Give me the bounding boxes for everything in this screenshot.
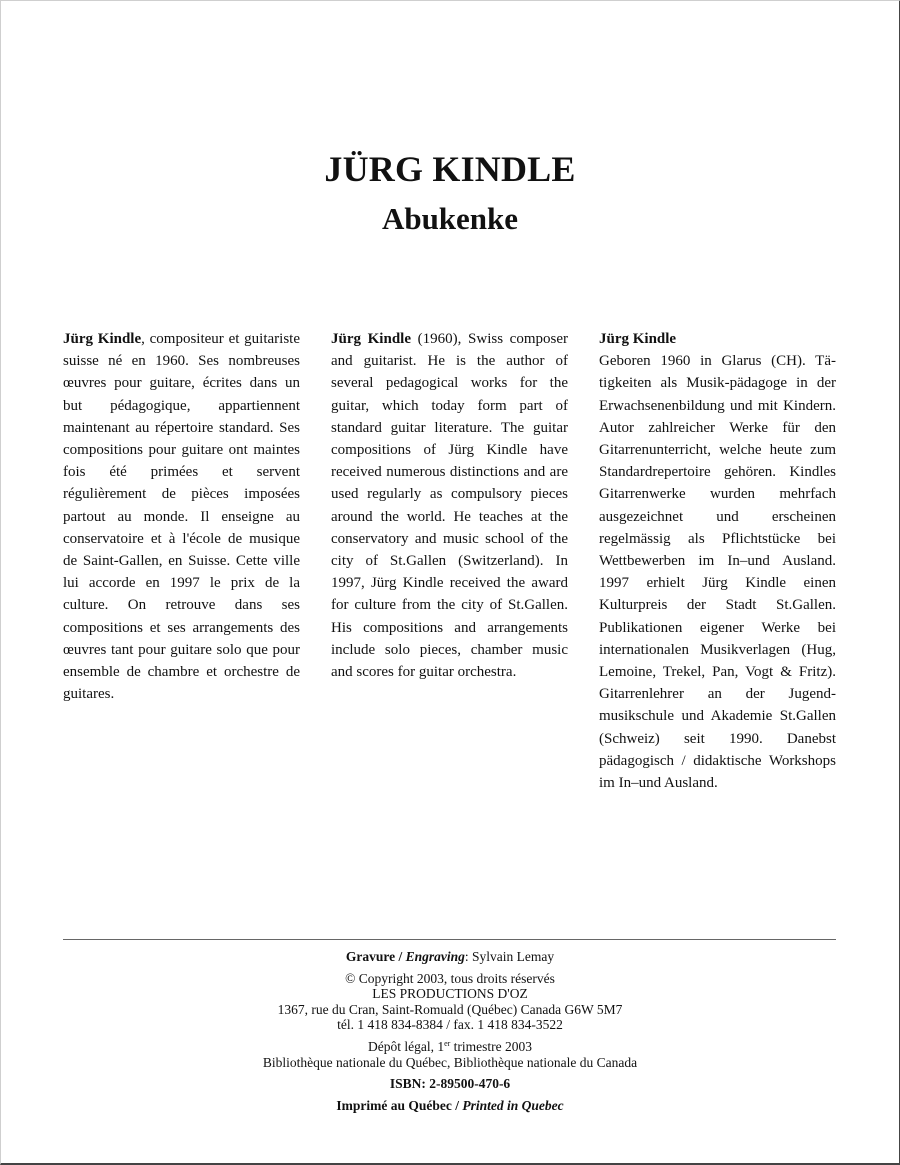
bio-de-text: Geboren 1960 in Glarus (CH). Tätigkeiten als Musik-pädagoge in der Erwachsenenbildung und mit Kindern. Autor zahlreicher Werke für den Gitarrenunterricht, welche heute zum Standardrepertoire gehören. Kindles Gitarrenwerke wurden mehrfach ausgezeichnet und erscheinen regelmässig als Pflichtstücke bei Wettbewerben im In–und Ausland. 1997 erhielt Jürg Kindle einen Kulturpreis der Stadt St.Gallen. Publikationen eigener Werke bei internationalen Musikverlagen (Hug, Lemoine, Trekel, Pan, Vogt & Fritz). Gitarrenlehrer an der Jugend-musikschule und Akademie St.Gallen (Schweiz) seit 1990. Danebst pädagogisch / didaktische Workshops im In–und Ausland. (599, 353, 836, 792)
publisher-address: 1367, rue du Cran, Saint-Romuald (Québec) Canada G6W 5M7 (277, 1001, 623, 1017)
engraving-label-fr: Gravure / (345, 949, 406, 964)
engraving-label-en: Engraving (405, 949, 465, 964)
copyright-line: © Copyright 2003, tous droits réservés (345, 970, 555, 986)
engraver-name: : Sylvain Lemay (464, 949, 555, 964)
biography-english (331, 328, 568, 683)
printed-fr: Imprimé au Québec / (336, 1097, 463, 1113)
composer-name: JÜRG KINDLE (324, 149, 576, 189)
biography-french (63, 328, 300, 705)
engraving-credit (0, 949, 900, 965)
depot-sup: er (444, 1038, 451, 1048)
bio-fr-name: Jürg Kindle (63, 331, 142, 347)
isbn-line: ISBN: 2-89500-470-6 (389, 1076, 511, 1092)
printed-line (0, 1098, 900, 1114)
publisher-name: LES PRODUCTIONS D'OZ (372, 986, 528, 1002)
depot-suffix: trimestre 2003 (450, 1038, 533, 1054)
bio-de-name: Jürg Kindle (599, 331, 677, 347)
printed-en: Printed in Quebec (462, 1097, 564, 1113)
publisher-phone: tél. 1 418 834-8384 / fax. 1 418 834-3522 (337, 1017, 563, 1033)
title-block (0, 148, 900, 240)
libraries-line: Bibliothèque nationale du Québec, Bibliothèque nationale du Canada (262, 1054, 638, 1070)
legal-deposit (0, 1039, 900, 1055)
footer-divider (63, 939, 836, 940)
bio-en-name: Jürg Kindle (331, 331, 411, 347)
depot-prefix: Dépôt légal, 1 (367, 1038, 445, 1054)
bio-en-text: (1960), Swiss composer and guitarist. He is the author of several pedagogical works for the guitar, which today form part of standard guitar literature. The guitar compositions of Jürg Kindle have received numerous distinctions and are used regularly as compulsory pieces around the world. He teaches at the conservatory and music school of the city of St.Gallen (Switzerland). In 1997, Jürg Kindle received the award for culture from the city of St.Gallen. His compositions and arrangements include solo pieces, chamber music and scores for guitar orchestra. (331, 331, 568, 681)
bio-fr-text: , compositeur et guitariste suisse né en 1960. Ses nombreuses œuvres pour guitare, écrites dans un but pédagogique, appartiennent maintenant au répertoire standard. Ses compositions pour guitare ont maintes fois été primées et servent régulièrement de pièces imposées partout au monde. Il enseigne au conservatoire et à l'école de musique de Saint-Gallen, en Suisse. Cette ville lui accorde en 1997 le prix de la culture. On retrouve dans ses compositions et ses arrangements des œuvres tant pour guitare solo que pour ensemble de chambre et orchestre de guitares. (63, 331, 300, 703)
work-title: Abukenke (381, 201, 519, 236)
biography-german (599, 328, 836, 794)
publication-credits (0, 949, 900, 1113)
